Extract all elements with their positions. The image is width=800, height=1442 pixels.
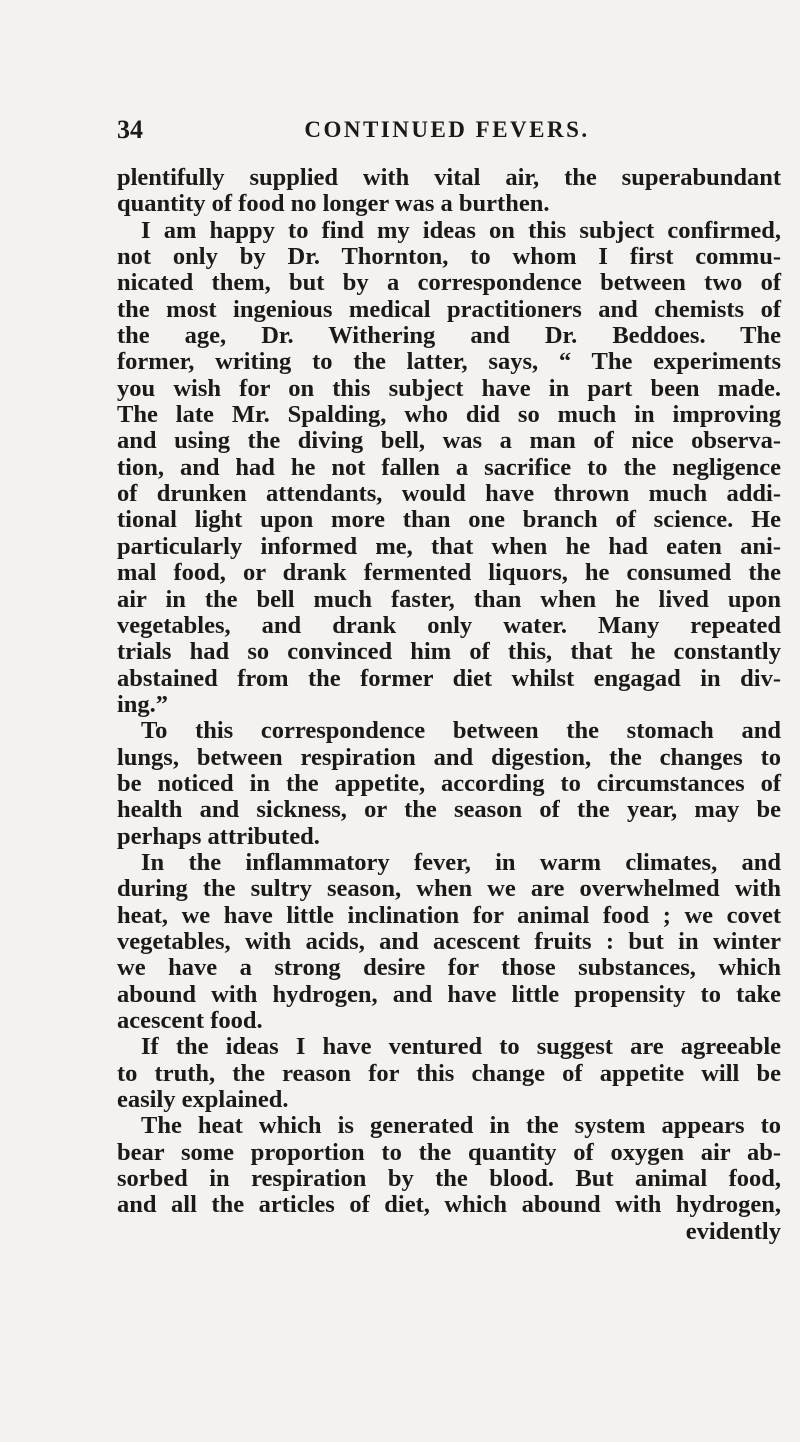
text-line: of drunken attendants, would have thrown much addi- <box>117 480 781 508</box>
text-line: I am happy to find my ideas on this subject confirmed, <box>141 216 781 244</box>
text-line: be noticed in the appetite, according to circumstances of <box>117 769 781 797</box>
text-line: not only by Dr. Thornton, to whom I first commu- <box>117 243 781 271</box>
running-head: CONTINUED FEVERS. <box>304 117 590 142</box>
text-line: The heat which is generated in the system appears to <box>141 1112 781 1140</box>
text-line: perhaps attributed. <box>117 822 320 850</box>
text-line: tional light upon more than one branch of science. He <box>117 506 781 534</box>
text-line: ing.” <box>117 690 169 718</box>
text-line: abstained from the former diet whilst engagad in div- <box>117 664 781 692</box>
text-line: If the ideas I have ventured to suggest are agreeable <box>141 1033 781 1061</box>
text-line: mal food, or drank fermented liquors, he consumed the <box>117 559 781 587</box>
text-line: vegetables, and drank only water. Many repeated <box>117 611 781 639</box>
page-number: 34 <box>117 115 143 144</box>
text-line: air in the bell much faster, than when he lived upon <box>117 585 781 613</box>
text-line: to truth, the reason for this change of appetite will be <box>117 1059 781 1087</box>
text-line: acescent food. <box>117 1007 263 1034</box>
text-line: tion, and had he not fallen a sacrifice to the negligence <box>117 453 781 481</box>
text-line: In the inflammatory fever, in warm climates, and <box>141 848 781 876</box>
text-line: vegetables, with acids, and acescent fruits : but in winter <box>117 927 781 955</box>
text-line: The late Mr. Spalding, who did so much in improving <box>117 401 781 429</box>
text-line: To this correspondence between the stomach and <box>141 717 781 745</box>
page-header <box>117 113 777 147</box>
text-line: we have a strong desire for those substances, which <box>117 954 781 982</box>
text-line: and using the diving bell, was a man of nice observa- <box>117 427 781 455</box>
text-line: and all the articles of diet, which abound with hydrogen, <box>117 1191 781 1219</box>
text-line: easily explained. <box>117 1086 289 1114</box>
text-line: lungs, between respiration and digestion, the changes to <box>117 743 781 771</box>
text-line: the age, Dr. Withering and Dr. Beddoes. The <box>117 322 781 350</box>
text-line: nicated them, but by a correspondence between two of <box>117 269 781 297</box>
text-line: during the sultry season, when we are overwhelmed with <box>117 875 781 903</box>
text-line: plentifully supplied with vital air, the superabundant <box>117 164 781 191</box>
text-line: the most ingenious medical practitioners and chemists of <box>117 295 781 323</box>
text-line: particularly informed me, that when he had eaten ani- <box>117 532 781 560</box>
body-text <box>117 165 781 1245</box>
text-line: sorbed in respiration by the blood. But animal food, <box>117 1165 781 1193</box>
text-line: health and sickness, or the season of the year, may be <box>117 796 781 824</box>
text-line: trials had so convinced him of this, that he constantly <box>117 638 781 666</box>
text-line: heat, we have little inclination for animal food ; we covet <box>117 901 781 929</box>
text-line: abound with hydrogen, and have little propensity to take <box>117 980 781 1008</box>
text-line: former, writing to the latter, says, “ The experiments <box>117 348 781 376</box>
text-line: evidently <box>685 1217 781 1245</box>
text-line: quantity of food no longer was a burthen. <box>117 190 550 218</box>
text-line: you wish for on this subject have in part been made. <box>117 374 781 402</box>
text-line: bear some proportion to the quantity of oxygen air ab- <box>117 1138 781 1166</box>
